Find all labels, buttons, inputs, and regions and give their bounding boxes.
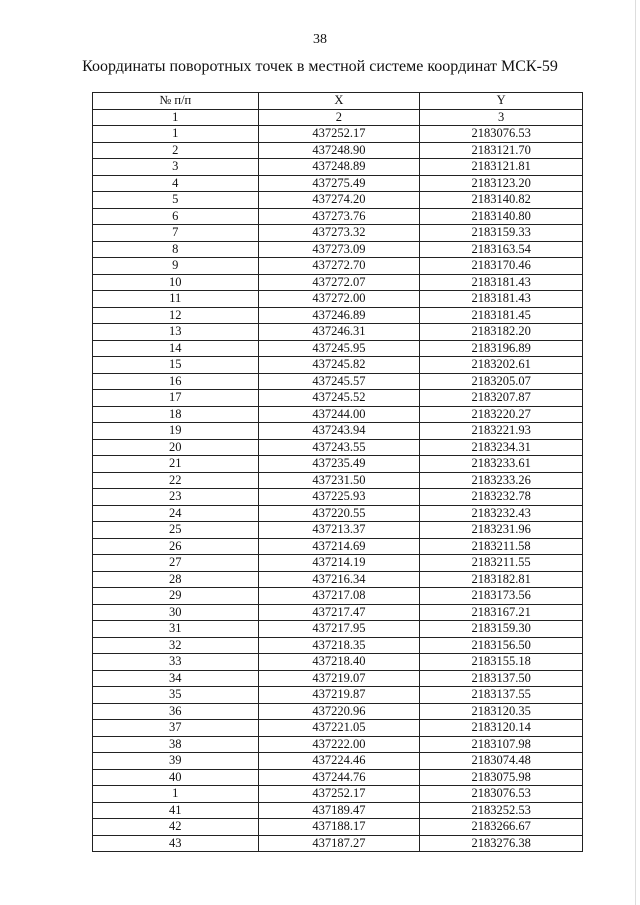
coordinates-table: [92, 92, 583, 852]
table-row: [93, 753, 583, 770]
cell-point-number: 4: [93, 175, 259, 192]
page-title: Координаты поворотных точек в местной системе координат МСК-59: [82, 58, 558, 75]
cell-point-number: 29: [93, 588, 259, 605]
cell-y: 2183120.14: [420, 720, 583, 737]
cell-x: 437189.47: [258, 802, 420, 819]
column-number-3: 3: [420, 109, 583, 126]
cell-point-number: 18: [93, 406, 259, 423]
header-x: X: [258, 93, 420, 110]
cell-point-number: 1: [93, 786, 259, 803]
cell-y: 2183121.70: [420, 142, 583, 159]
cell-y: 2183170.46: [420, 258, 583, 275]
cell-y: 2183234.31: [420, 439, 583, 456]
cell-x: 437252.17: [258, 786, 420, 803]
table-row: [93, 373, 583, 390]
cell-point-number: 15: [93, 357, 259, 374]
table-row: [93, 835, 583, 852]
cell-point-number: 19: [93, 423, 259, 440]
table-header: [93, 93, 583, 126]
cell-x: 437272.07: [258, 274, 420, 291]
cell-x: 437222.00: [258, 736, 420, 753]
cell-point-number: 9: [93, 258, 259, 275]
cell-y: 2183221.93: [420, 423, 583, 440]
cell-x: 437273.32: [258, 225, 420, 242]
cell-x: 437224.46: [258, 753, 420, 770]
cell-y: 2183076.53: [420, 786, 583, 803]
cell-x: 437213.37: [258, 522, 420, 539]
cell-y: 2183211.58: [420, 538, 583, 555]
table-row: [93, 225, 583, 242]
column-number-2: 2: [258, 109, 420, 126]
cell-x: 437220.55: [258, 505, 420, 522]
table-row: [93, 802, 583, 819]
cell-y: 2183276.38: [420, 835, 583, 852]
cell-x: 437245.57: [258, 373, 420, 390]
cell-x: 437235.49: [258, 456, 420, 473]
cell-point-number: 17: [93, 390, 259, 407]
cell-x: 437272.70: [258, 258, 420, 275]
cell-y: 2183211.55: [420, 555, 583, 572]
cell-y: 2183137.50: [420, 670, 583, 687]
cell-point-number: 23: [93, 489, 259, 506]
cell-point-number: 40: [93, 769, 259, 786]
cell-x: 437248.89: [258, 159, 420, 176]
cell-point-number: 7: [93, 225, 259, 242]
cell-point-number: 42: [93, 819, 259, 836]
column-number-1: 1: [93, 109, 259, 126]
cell-x: 437245.52: [258, 390, 420, 407]
cell-point-number: 27: [93, 555, 259, 572]
cell-y: 2183137.55: [420, 687, 583, 704]
table-row: [93, 786, 583, 803]
table-row: [93, 720, 583, 737]
cell-point-number: 6: [93, 208, 259, 225]
cell-point-number: 21: [93, 456, 259, 473]
cell-point-number: 38: [93, 736, 259, 753]
cell-y: 2183207.87: [420, 390, 583, 407]
cell-point-number: 41: [93, 802, 259, 819]
cell-x: 437217.08: [258, 588, 420, 605]
cell-point-number: 26: [93, 538, 259, 555]
cell-point-number: 13: [93, 324, 259, 341]
table-row: [93, 555, 583, 572]
cell-y: 2183232.78: [420, 489, 583, 506]
table-row: [93, 654, 583, 671]
table-row: [93, 390, 583, 407]
column-number-row: [93, 109, 583, 126]
cell-x: 437218.35: [258, 637, 420, 654]
cell-y: 2183074.48: [420, 753, 583, 770]
cell-y: 2183232.43: [420, 505, 583, 522]
table-row: [93, 274, 583, 291]
cell-y: 2183167.21: [420, 604, 583, 621]
cell-x: 437246.31: [258, 324, 420, 341]
table-row: [93, 571, 583, 588]
cell-y: 2183231.96: [420, 522, 583, 539]
cell-y: 2183163.54: [420, 241, 583, 258]
cell-y: 2183075.98: [420, 769, 583, 786]
table-row: [93, 258, 583, 275]
cell-point-number: 35: [93, 687, 259, 704]
cell-point-number: 28: [93, 571, 259, 588]
table-row: [93, 687, 583, 704]
cell-x: 437216.34: [258, 571, 420, 588]
cell-point-number: 31: [93, 621, 259, 638]
table-row: [93, 489, 583, 506]
table-row: [93, 819, 583, 836]
cell-point-number: 5: [93, 192, 259, 209]
cell-point-number: 37: [93, 720, 259, 737]
table-row: [93, 159, 583, 176]
page-edge: [635, 0, 636, 905]
cell-point-number: 3: [93, 159, 259, 176]
cell-x: 437246.89: [258, 307, 420, 324]
cell-x: 437219.87: [258, 687, 420, 704]
cell-x: 437244.76: [258, 769, 420, 786]
table-row: [93, 703, 583, 720]
cell-y: 2183140.80: [420, 208, 583, 225]
cell-point-number: 10: [93, 274, 259, 291]
cell-x: 437244.00: [258, 406, 420, 423]
header-y: Y: [420, 93, 583, 110]
header-row: [93, 93, 583, 110]
table-row: [93, 406, 583, 423]
table-row: [93, 456, 583, 473]
cell-y: 2183220.27: [420, 406, 583, 423]
cell-point-number: 36: [93, 703, 259, 720]
cell-y: 2183181.43: [420, 291, 583, 308]
table-row: [93, 439, 583, 456]
cell-x: 437273.09: [258, 241, 420, 258]
cell-y: 2183140.82: [420, 192, 583, 209]
cell-y: 2183252.53: [420, 802, 583, 819]
cell-point-number: 12: [93, 307, 259, 324]
table-row: [93, 324, 583, 341]
table-row: [93, 472, 583, 489]
cell-y: 2183173.56: [420, 588, 583, 605]
cell-x: 437220.96: [258, 703, 420, 720]
table-row: [93, 340, 583, 357]
cell-y: 2183182.81: [420, 571, 583, 588]
cell-point-number: 8: [93, 241, 259, 258]
cell-y: 2183107.98: [420, 736, 583, 753]
cell-y: 2183159.30: [420, 621, 583, 638]
cell-x: 437219.07: [258, 670, 420, 687]
cell-y: 2183196.89: [420, 340, 583, 357]
table-row: [93, 588, 583, 605]
cell-y: 2183205.07: [420, 373, 583, 390]
cell-x: 437248.90: [258, 142, 420, 159]
table-row: [93, 621, 583, 638]
cell-x: 437221.05: [258, 720, 420, 737]
cell-point-number: 2: [93, 142, 259, 159]
cell-y: 2183182.20: [420, 324, 583, 341]
cell-point-number: 39: [93, 753, 259, 770]
table-row: [93, 175, 583, 192]
cell-x: 437218.40: [258, 654, 420, 671]
table-row: [93, 126, 583, 143]
table-row: [93, 637, 583, 654]
cell-point-number: 25: [93, 522, 259, 539]
table-row: [93, 208, 583, 225]
cell-point-number: 22: [93, 472, 259, 489]
cell-x: 437187.27: [258, 835, 420, 852]
cell-x: 437245.82: [258, 357, 420, 374]
table-row: [93, 769, 583, 786]
table-row: [93, 357, 583, 374]
cell-x: 437188.17: [258, 819, 420, 836]
cell-point-number: 30: [93, 604, 259, 621]
cell-y: 2183156.50: [420, 637, 583, 654]
cell-point-number: 14: [93, 340, 259, 357]
table-row: [93, 538, 583, 555]
cell-point-number: 24: [93, 505, 259, 522]
cell-y: 2183266.67: [420, 819, 583, 836]
cell-y: 2183159.33: [420, 225, 583, 242]
table-row: [93, 423, 583, 440]
cell-x: 437243.94: [258, 423, 420, 440]
cell-x: 437243.55: [258, 439, 420, 456]
table-row: [93, 604, 583, 621]
cell-x: 437217.95: [258, 621, 420, 638]
cell-x: 437274.20: [258, 192, 420, 209]
table-row: [93, 736, 583, 753]
table-row: [93, 505, 583, 522]
cell-point-number: 11: [93, 291, 259, 308]
cell-y: 2183155.18: [420, 654, 583, 671]
cell-x: 437214.69: [258, 538, 420, 555]
table-row: [93, 670, 583, 687]
cell-y: 2183181.45: [420, 307, 583, 324]
table-row: [93, 307, 583, 324]
cell-point-number: 33: [93, 654, 259, 671]
cell-y: 2183121.81: [420, 159, 583, 176]
cell-y: 2183233.26: [420, 472, 583, 489]
cell-point-number: 32: [93, 637, 259, 654]
cell-x: 437275.49: [258, 175, 420, 192]
table-row: [93, 522, 583, 539]
cell-y: 2183181.43: [420, 274, 583, 291]
cell-x: 437272.00: [258, 291, 420, 308]
table-row: [93, 241, 583, 258]
cell-point-number: 43: [93, 835, 259, 852]
cell-x: 437231.50: [258, 472, 420, 489]
cell-x: 437214.19: [258, 555, 420, 572]
cell-x: 437245.95: [258, 340, 420, 357]
cell-point-number: 20: [93, 439, 259, 456]
cell-y: 2183123.20: [420, 175, 583, 192]
cell-point-number: 34: [93, 670, 259, 687]
cell-y: 2183120.35: [420, 703, 583, 720]
table-row: [93, 142, 583, 159]
table-row: [93, 192, 583, 209]
cell-x: 437252.17: [258, 126, 420, 143]
cell-y: 2183233.61: [420, 456, 583, 473]
table-body: [93, 126, 583, 852]
header-point-number: № п/п: [93, 93, 259, 110]
cell-x: 437273.76: [258, 208, 420, 225]
cell-y: 2183202.61: [420, 357, 583, 374]
cell-point-number: 16: [93, 373, 259, 390]
cell-y: 2183076.53: [420, 126, 583, 143]
cell-x: 437217.47: [258, 604, 420, 621]
cell-x: 437225.93: [258, 489, 420, 506]
page-number: 38: [313, 32, 327, 47]
cell-point-number: 1: [93, 126, 259, 143]
table-row: [93, 291, 583, 308]
